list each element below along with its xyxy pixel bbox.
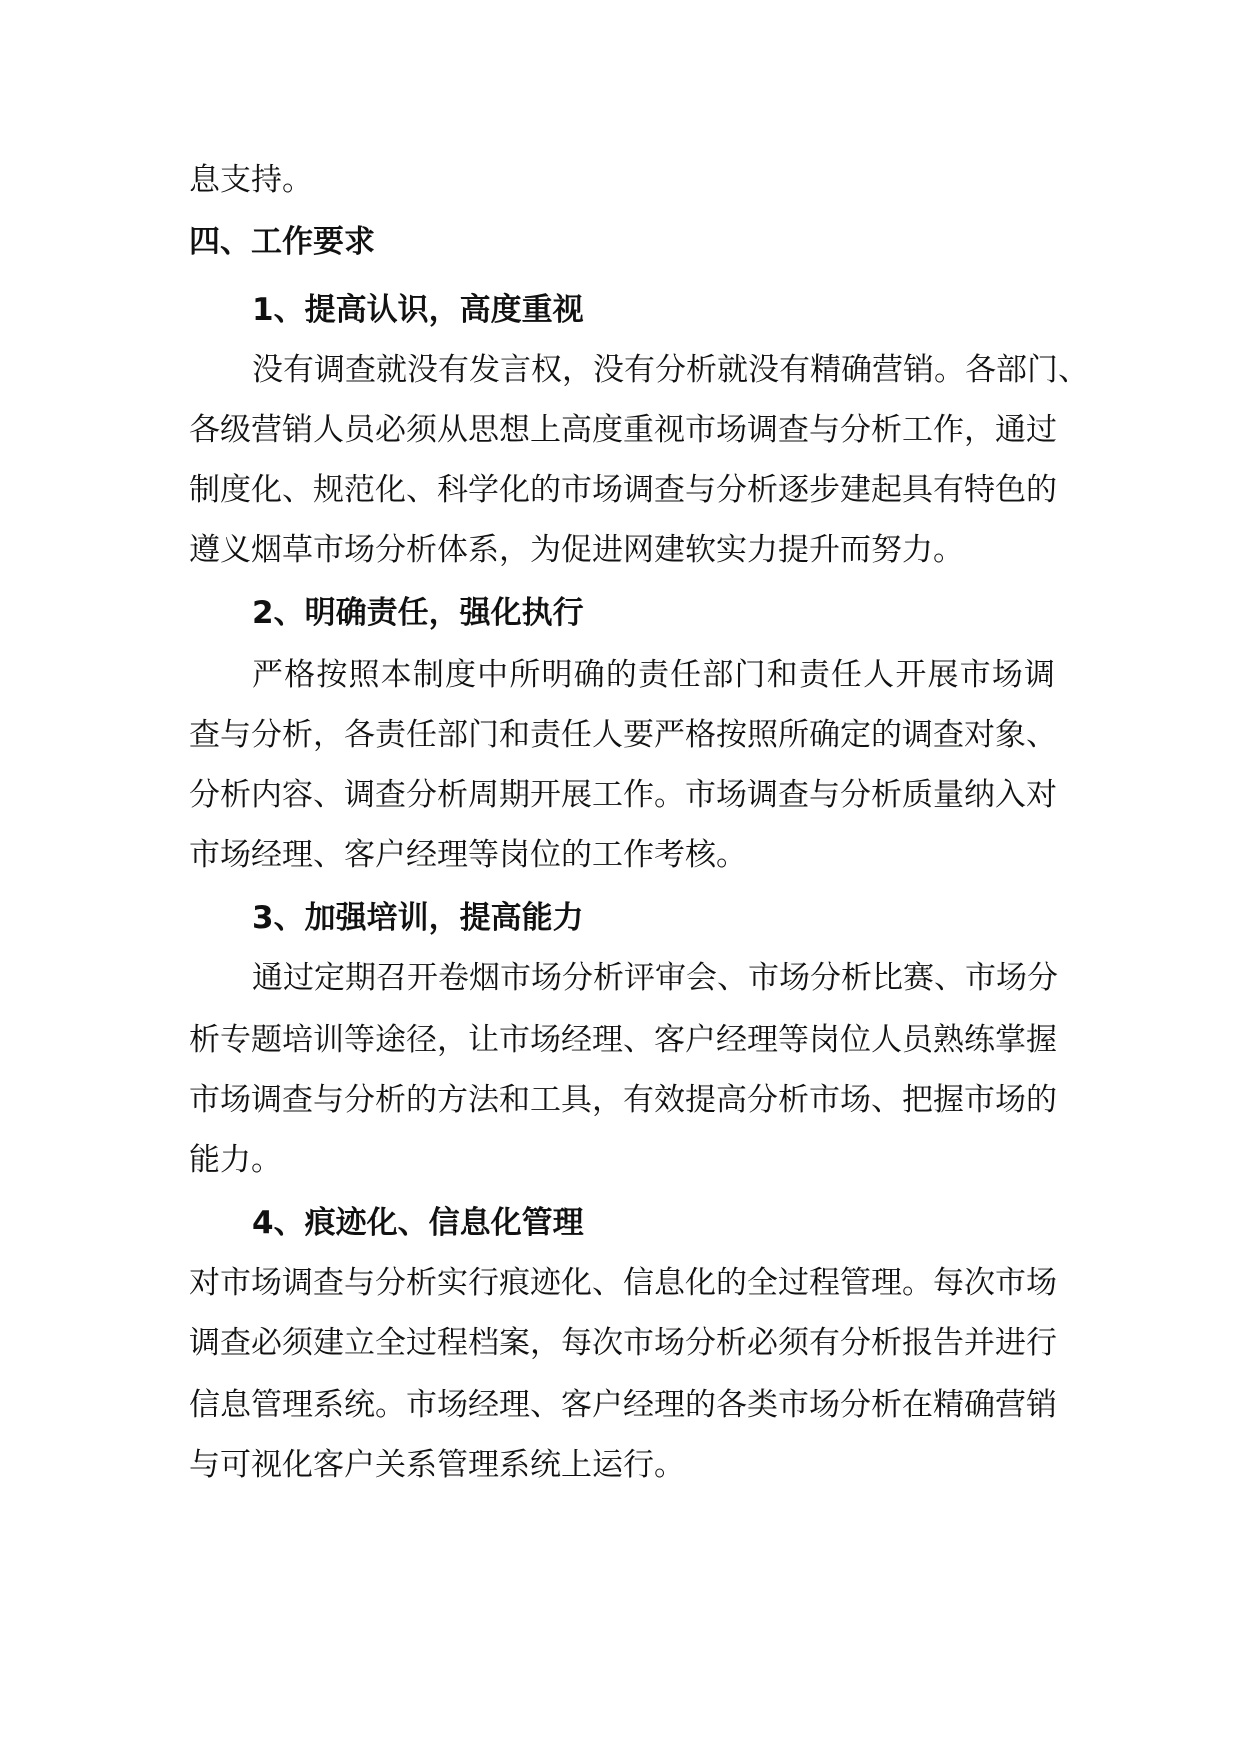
subsection-2-line-1: 严格按照本制度中所明确的责任部门和责任人开展市场调 [252, 657, 1055, 693]
subsection-2-line-2: 查与分析，各责任部门和责任人要严格按照所确定的调查对象、 [189, 717, 1057, 753]
section-heading: 四、工作要求 [189, 224, 375, 260]
subsection-3-line-2: 析专题培训等途径，让市场经理、客户经理等岗位人员熟练掌握 [189, 1022, 1057, 1058]
subsection-4-line-2: 调查必须建立全过程档案，每次市场分析必须有分析报告并进行 [189, 1325, 1057, 1361]
subsection-3-heading: 3、加强培训，提高能力 [252, 900, 584, 936]
subsection-1-heading: 1、提高认识，高度重视 [252, 292, 584, 328]
subsection-3-line-3: 市场调查与分析的方法和工具，有效提高分析市场、把握市场的 [189, 1082, 1057, 1118]
subsection-4-heading: 4、痕迹化、信息化管理 [252, 1205, 584, 1241]
subsection-1-line-2: 各级营销人员必须从思想上高度重视市场调查与分析工作，通过 [189, 412, 1057, 448]
subsection-4-line-1: 对市场调查与分析实行痕迹化、信息化的全过程管理。每次市场 [189, 1265, 1057, 1301]
subsection-1-line-4: 遵义烟草市场分析体系，为促进网建软实力提升而努力。 [189, 532, 964, 568]
subsection-2-line-4: 市场经理、客户经理等岗位的工作考核。 [189, 837, 747, 873]
subsection-2-line-3: 分析内容、调查分析周期开展工作。市场调查与分析质量纳入对 [189, 777, 1057, 813]
subsection-1-line-3: 制度化、规范化、科学化的市场调查与分析逐步建起具有特色的 [189, 472, 1057, 508]
subsection-4-line-3: 信息管理系统。市场经理、客户经理的各类市场分析在精确营销 [189, 1387, 1057, 1423]
subsection-3-line-4: 能力。 [189, 1142, 282, 1178]
subsection-2-heading: 2、明确责任，强化执行 [252, 595, 584, 631]
subsection-1-line-1: 没有调查就没有发言权，没有分析就没有精确营销。各部门、 [252, 352, 1089, 388]
subsection-3-line-1: 通过定期召开卷烟市场分析评审会、市场分析比赛、市场分 [252, 960, 1058, 996]
carryover-text: 息支持。 [189, 162, 313, 198]
subsection-4-line-4: 与可视化客户关系管理系统上运行。 [189, 1447, 685, 1483]
